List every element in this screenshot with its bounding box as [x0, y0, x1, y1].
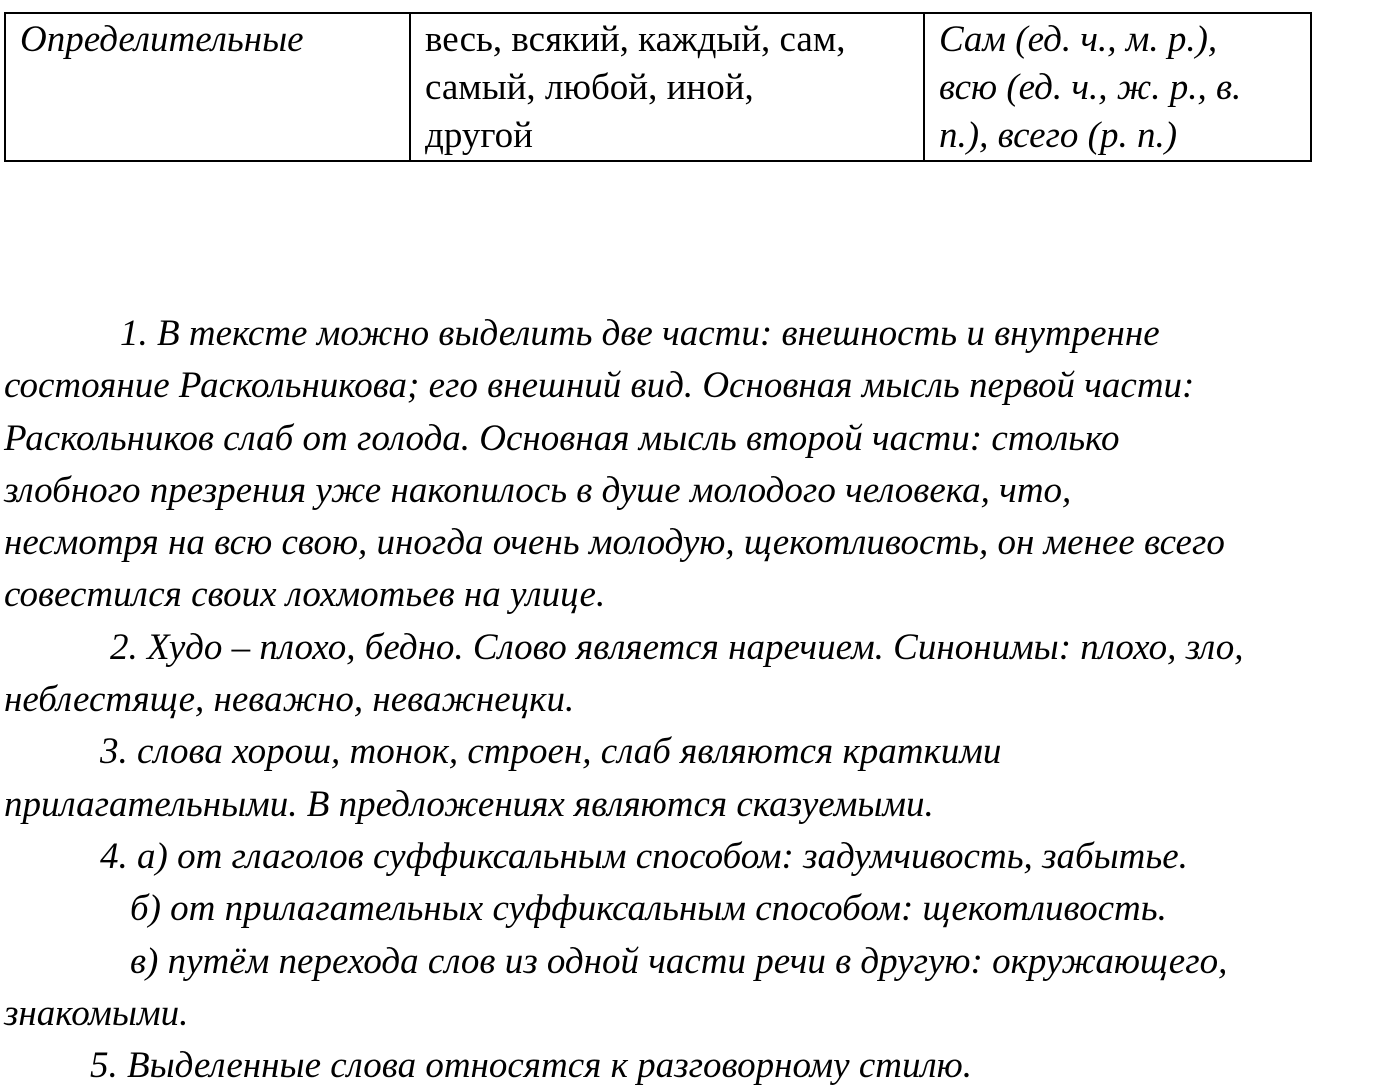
answer-4b-line: б) от прилагательных суффиксальным способом: щекотливость.	[130, 888, 1167, 930]
pronoun-examples-cell	[410, 13, 924, 161]
pronoun-category-cell	[5, 13, 410, 161]
answer-1-line: состояние Раскольникова; его внешний вид. Основная мысль первой части:	[4, 365, 1195, 407]
text-examples-line: п.), всего (р. п.)	[939, 115, 1178, 156]
text-examples-line: всю (ед. ч., ж. р., в.	[939, 67, 1242, 108]
pronoun-table-container	[4, 12, 1312, 162]
answer-4c-line: в) путём перехода слов из одной части речи в другую: окружающего,	[130, 940, 1228, 982]
pronoun-text-examples-cell	[924, 13, 1311, 161]
answer-2-line: неблестяще, неважно, неважнецки.	[4, 679, 575, 721]
table-row	[5, 13, 1311, 161]
answer-1-line: 1. В тексте можно выделить две части: внешность и внутренне	[120, 313, 1160, 354]
answer-3-line: прилагательными. В предложениях являются сказуемыми.	[4, 783, 934, 825]
answer-5-line: 5. Выделенные слова относятся к разговорному стилю.	[90, 1045, 972, 1087]
text-examples-line: Сам (ед. ч., м. р.),	[939, 19, 1218, 60]
answer-3-line: 3. слова хорош, тонок, строен, слаб являются краткими	[100, 731, 1002, 773]
answer-1-line: злобного презрения уже накопилось в душе молодого человека, что,	[4, 469, 1072, 511]
answer-1-line: совестился своих лохмотьев на улице.	[4, 574, 606, 616]
answer-4c-line: знакомыми.	[4, 992, 189, 1034]
pronoun-category: Определительные	[20, 19, 304, 60]
answer-1-line: Раскольников слаб от голода. Основная мысль второй части: столько	[4, 417, 1120, 459]
pronoun-table	[4, 12, 1312, 162]
examples-line: другой	[425, 115, 533, 156]
examples-line: весь, всякий, каждый, сам,	[425, 19, 846, 60]
answers-text	[4, 308, 1400, 1092]
answer-4a-line: 4. а) от глаголов суффиксальным способом: задумчивость, забытье.	[100, 835, 1188, 877]
answer-2-line: 2. Худо – плохо, бедно. Слово является наречием. Синонимы: плохо, зло,	[110, 626, 1244, 668]
answer-1-line: несмотря на всю свою, иногда очень молодую, щекотливость, он менее всего	[4, 522, 1225, 564]
examples-line: самый, любой, иной,	[425, 67, 754, 108]
